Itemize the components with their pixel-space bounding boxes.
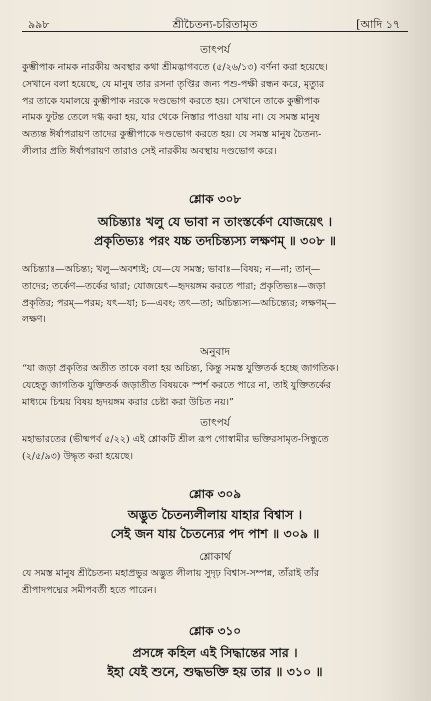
sanskrit-verse: অচিন্ত্যাঃ খলু যে ভাবা ন তাংস্তর্কেণ যোজয়েৎ । প্রকৃতিভ্যঃ পরং যচ্চ তদচিন্ত্যস্য লক্ষণম্ ॥ ৩০৮ ॥	[94, 214, 336, 248]
bengali-verse-310: প্রসঙ্গে কহিল এই সিদ্ধান্তের সার । ইহা যেই শুনে, শুদ্ধভক্তি হয় তার ॥ ৩১০ ॥	[107, 645, 323, 679]
purport-paragraph: কুম্ভীপাক নামক নারকীয় অবস্থার কথা শ্রীমদ্ভাগবতে (৫/২৬/১৩) বর্ণনা করা হয়েছে। সেখানে বলা হয়েছে, যে মানুষ তার রসনা তৃপ্তির জন্য পশু-পক্ষী রন্ধন করে, মৃত্যুর পর তাকে যমালয়ে কুম্ভীপাক নরকে দণ্ডভোগ করতে হয়। সেখানে তাকে কুম্ভীপাক নামক ফুটন্ত তেলে দগ্ধ করা হয়, যার থেকে নিস্তার পাওয়া যায় না। যে সমস্ত মানুষ অত্যন্ত ঈর্ষাপরায়ণ তাদের কুম্ভীপাকে দণ্ডভোগ করতে হয়। যে সমস্ত মানুষ চৈতন্য- লীলার প্রতি ঈর্ষাপরায়ণ তারাও সেই নারকীয় অবস্থায় দণ্ডভোগ করে।	[22, 62, 328, 157]
page-header	[22, 14, 408, 30]
meaning-heading: শ্লোকার্থ	[199, 551, 231, 563]
translation-heading: অনুবাদ	[200, 346, 230, 358]
header-rule	[22, 31, 408, 32]
synonyms-paragraph: অচিন্ত্যাঃ—অচিন্ত্য; খলু—অবশ্যই; যে—যে সমস্ত; ভাবাঃ—বিষয়; ন—না; তান্— তাদের; তর্কেণ—তর্কের দ্বারা; যোজয়েৎ—হৃদয়ঙ্গম করতে পারা; প্রকৃতিভ্যঃ—জড়া প্রকৃতির; পরম্—পরম; যৎ—যা; চ—এবং; তৎ—তা; অচিন্ত্যস্য—অচিন্ত্যের; লক্ষণম্— লক্ষণ।	[22, 264, 337, 326]
purport-heading: তাৎপর্য	[200, 44, 230, 56]
purport-heading-2: তাৎপর্য	[200, 417, 230, 429]
bengali-verse-309: অদ্ভুত চৈতন্যলীলায় যাহার বিশ্বাস । সেই জন যায় চৈতন্যের পদ পাশ ॥ ৩০৯ ॥	[110, 507, 320, 541]
book-page	[22, 0, 408, 701]
chapter-reference: [আদি ১৭	[356, 18, 400, 31]
running-title: শ্রীচৈতন্য-চরিতামৃত	[172, 18, 258, 31]
page-number: ৯৯৮	[28, 18, 50, 31]
translation-paragraph: “যা জড়া প্রকৃতির অতীত তাকে বলা হয় অচিন্ত্য, কিন্তু সমস্ত যুক্তিতর্ক হচ্ছে জাগতিক। যেহেতু জাগতিক যুক্তিতর্ক জড়াতীত বিষয়কে স্পর্শ করতে পারে না, তাই যুক্তিতর্কের মাধ্যমে চিন্ময় বিষয় হৃদয়ঙ্গম করার চেষ্টা করা উচিত নয়।”	[22, 363, 339, 408]
purport-paragraph-2: মহাভারতের (ভীষ্মপর্ব ৫/২২) এই শ্লোকটি শ্রীল রূপ গোস্বামীর ভক্তিরসামৃত-সিন্ধুতে (২/৫/৯৩) উদ্ধৃত করা হয়েছে।	[22, 434, 329, 462]
meaning-paragraph: যে সমস্ত মানুষ শ্রীচৈতন্য মহাপ্রভুর অদ্ভুত লীলায় সুদৃঢ় বিশ্বাস-সম্পন্ন, তাঁরাই তাঁর শ্রীপাদপদ্মের সমীপবর্তী হতে পারেন।	[22, 568, 320, 596]
verse-number-heading-309: শ্লোক ৩০৯	[188, 487, 242, 501]
verse-number-heading-310: শ্লোক ৩১০	[188, 624, 242, 638]
verse-number-heading: শ্লোক ৩০৮	[188, 192, 242, 206]
